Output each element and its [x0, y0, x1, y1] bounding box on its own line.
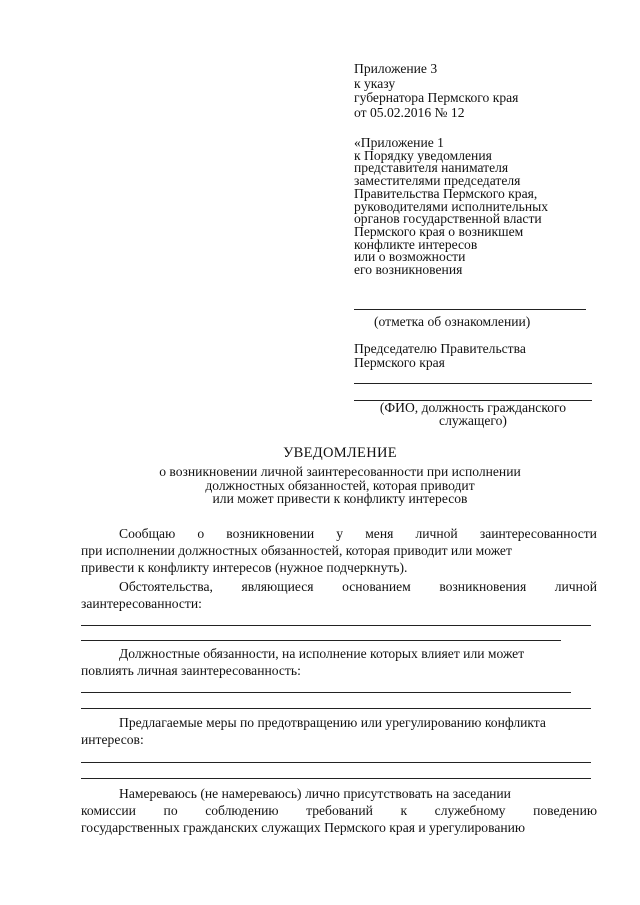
word: поведению — [533, 803, 597, 818]
appendix-line: или о возможности — [354, 249, 466, 265]
appendix-line: его возникновения — [354, 262, 463, 278]
sender-note-line: служащего) — [439, 413, 507, 428]
paragraph-line: государственных гражданских служащих Пермского края и урегулированию — [81, 820, 526, 835]
paragraph-line: интересов: — [81, 732, 144, 747]
appendix-line: представителя нанимателя — [354, 160, 509, 176]
sender-line-1 — [354, 383, 592, 384]
paragraph-line: привести к конфликту интересов (нужное подчеркнуть). — [81, 560, 408, 575]
document-title: УВЕДОМЛЕНИЕ — [283, 445, 397, 461]
fill-in-line — [81, 778, 591, 779]
appendix-line: к Порядку уведомления — [354, 147, 492, 163]
paragraph-line: при исполнении должностных обязанностей, которая приводит или может — [81, 543, 512, 558]
paragraph-line: Должностные обязанности, на исполнение которых влияет или может — [119, 646, 525, 661]
fill-in-line — [81, 640, 561, 641]
paragraph-line: заинтересованности: — [81, 596, 202, 611]
word: о — [197, 526, 205, 541]
acknowledgement-line — [354, 309, 586, 310]
word: к — [400, 803, 408, 818]
header-line: Приложение 3 — [354, 61, 438, 76]
subtitle-line: должностных обязанностей, которая приводит — [205, 477, 475, 493]
justified-line — [81, 802, 597, 819]
paragraph-line: Предлагаемые меры по предотвращению или урегулированию конфликта — [119, 715, 546, 730]
header-line: к указу — [354, 75, 396, 91]
word: соблюдению — [205, 803, 279, 818]
appendix-line: органов государственной власти — [354, 211, 542, 227]
word: требований — [306, 803, 373, 818]
word: меня — [365, 526, 394, 541]
sender-note — [354, 401, 592, 427]
fill-in-line — [81, 708, 591, 709]
addressee-line: Пермского края — [354, 355, 445, 370]
addressee-block — [354, 342, 526, 370]
word: заинтересованности — [479, 526, 597, 541]
paragraph-circumstances — [81, 578, 597, 612]
appendix-3-header — [354, 62, 518, 120]
appendix-line: конфликте интересов — [354, 236, 478, 252]
justified-line — [81, 578, 597, 595]
word: личной — [554, 579, 597, 594]
word: возникновения — [439, 579, 527, 594]
appendix-1-header — [354, 137, 548, 277]
paragraph-intention — [81, 785, 597, 836]
word: возникновении — [226, 526, 315, 541]
fill-in-line — [81, 692, 571, 693]
sender-note-line: (ФИО, должность гражданского — [379, 400, 567, 415]
word: личной — [415, 526, 458, 541]
paragraph-line: Намереваюсь (не намереваюсь) лично присутствовать на заседании — [119, 786, 511, 801]
justified-line — [81, 525, 597, 542]
document-subtitle — [0, 465, 640, 506]
word: основанием — [342, 579, 411, 594]
paragraph-line: повлиять личная заинтересованность: — [81, 663, 301, 678]
header-line: губернатора Пермского края — [354, 90, 519, 105]
acknowledgement-note: (отметка об ознакомлении) — [374, 314, 531, 329]
word: комиссии — [81, 803, 136, 818]
word: Обстоятельства, — [119, 579, 213, 594]
fill-in-line — [81, 762, 591, 763]
appendix-line: заместителями председателя — [354, 173, 521, 189]
header-line: от 05.02.2016 № 12 — [354, 104, 465, 120]
paragraph-report — [81, 525, 597, 576]
paragraph-measures — [81, 714, 597, 748]
word: у — [336, 526, 344, 541]
addressee-line: Председателю Правительства — [354, 341, 526, 356]
word: служебному — [434, 803, 506, 818]
appendix-line: Правительства Пермского края, — [354, 185, 538, 201]
subtitle-line: о возникновении личной заинтересованности при исполнении — [159, 464, 521, 479]
appendix-line: Пермского края о возникшем — [354, 223, 524, 239]
word: по — [163, 803, 178, 818]
appendix-line: руководителями исполнительных — [354, 198, 549, 214]
paragraph-duties — [81, 645, 597, 679]
word: являющиеся — [241, 579, 314, 594]
subtitle-line: или может привести к конфликту интересов — [212, 491, 468, 506]
fill-in-line — [81, 625, 591, 626]
word: Сообщаю — [119, 526, 176, 541]
appendix-line: «Приложение 1 — [354, 135, 444, 150]
